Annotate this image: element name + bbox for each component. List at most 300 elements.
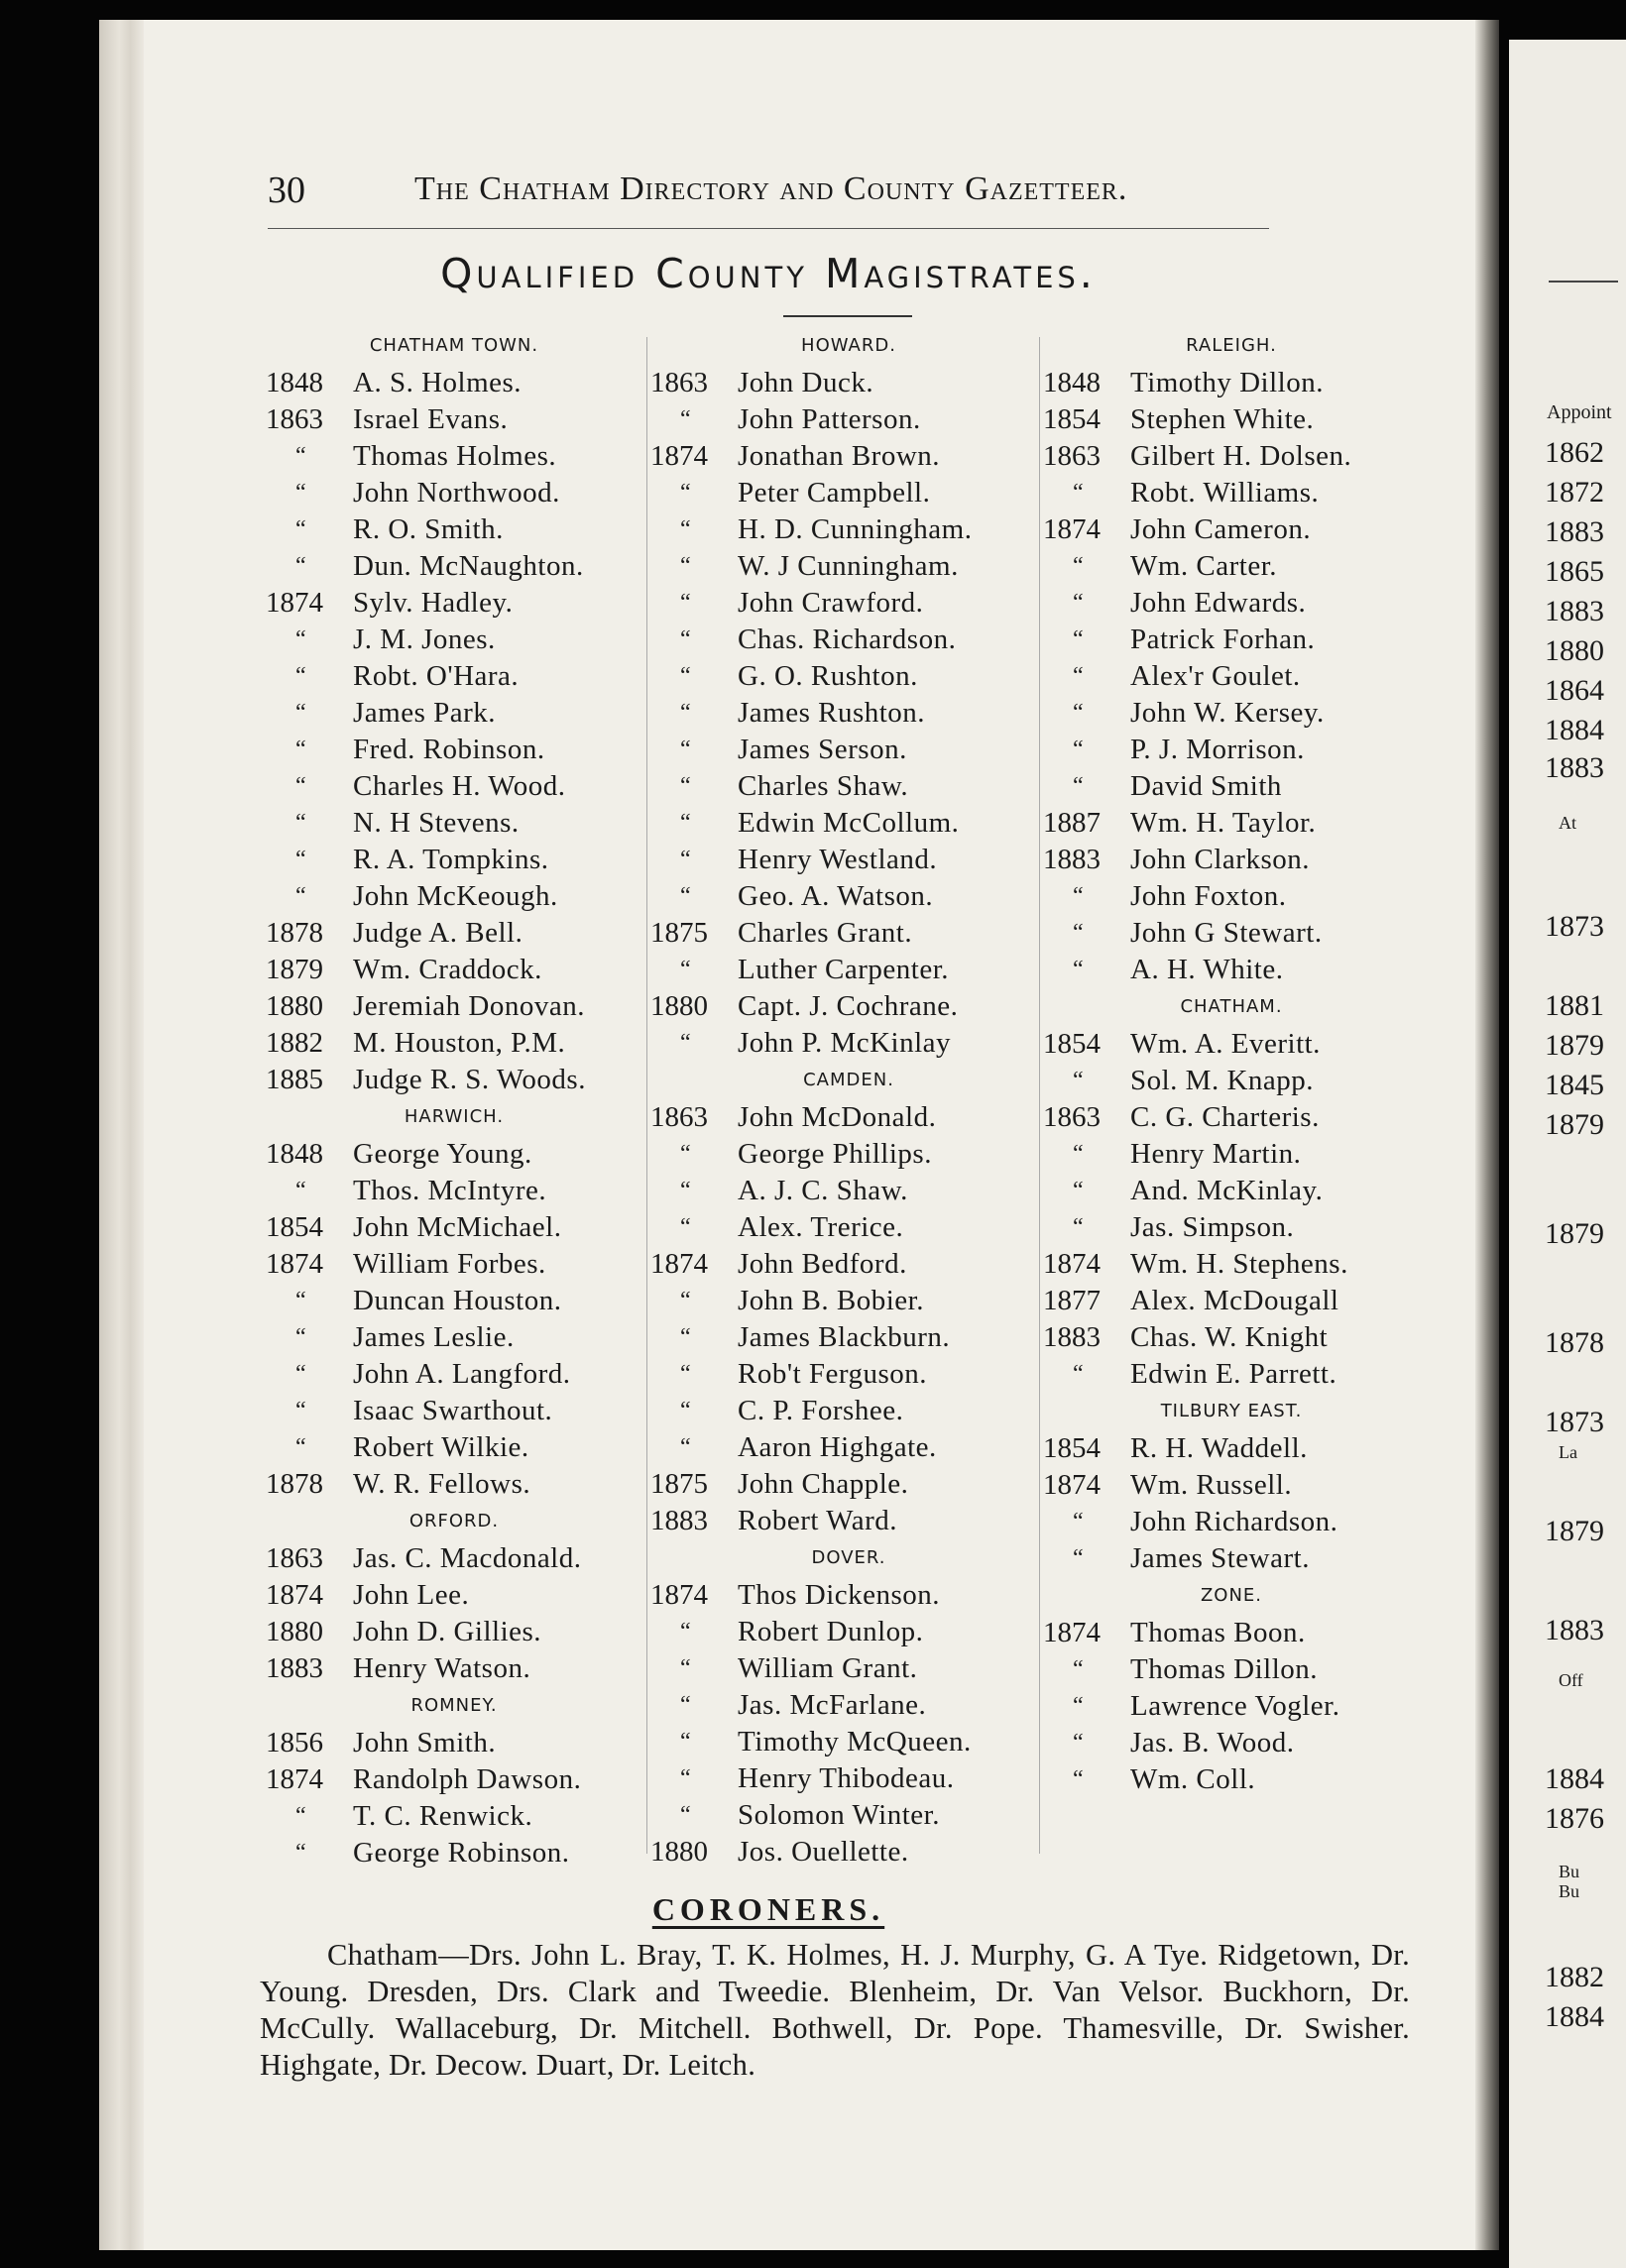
appointment-year: “	[1073, 1178, 1084, 1203]
section-heading: HOWARD.	[801, 335, 896, 356]
magistrate-entry	[1043, 695, 1420, 732]
section-heading: RALEIGH.	[1186, 335, 1277, 356]
appointment-year: “	[680, 480, 691, 506]
magistrate-name: Alex. Trerice.	[738, 1211, 904, 1243]
appointment-year: “	[680, 1765, 691, 1791]
magistrate-name: J. M. Jones.	[353, 624, 496, 655]
magistrate-entry	[1043, 1467, 1420, 1504]
magistrate-name: G. O. Rushton.	[738, 660, 918, 692]
magistrate-name: T. C. Renwick.	[353, 1800, 533, 1832]
appointment-year: 1874	[650, 1248, 708, 1280]
magistrate-entry	[650, 585, 1047, 622]
appointment-year: “	[680, 1692, 691, 1718]
magistrate-name: Edwin McCollum.	[738, 807, 960, 839]
book-spine	[99, 20, 144, 2250]
magistrate-entry	[1043, 365, 1420, 401]
magistrate-entry	[266, 1246, 642, 1283]
magistrate-name: Judge R. S. Woods.	[353, 1064, 586, 1095]
appointment-year: “	[1073, 1693, 1084, 1719]
magistrate-name: Dun. McNaughton.	[353, 550, 584, 582]
magistrate-name: John G Stewart.	[1130, 917, 1323, 949]
magistrate-entry	[650, 952, 1047, 988]
magistrate-entry	[266, 585, 642, 622]
magistrate-entry	[266, 511, 642, 548]
magistrates-column-2	[650, 327, 1047, 1871]
appointment-year: “	[1073, 1068, 1084, 1093]
magistrate-name: Duncan Houston.	[353, 1285, 562, 1316]
magistrate-entry	[1043, 401, 1420, 438]
magistrate-name: P. J. Morrison.	[1130, 734, 1305, 765]
facing-page-year: 1882	[1545, 1961, 1604, 1993]
magistrate-name: Lawrence Vogler.	[1130, 1690, 1340, 1722]
appointment-year: “	[295, 626, 306, 652]
magistrate-entry	[650, 732, 1047, 768]
appointment-year: 1854	[1043, 1432, 1101, 1464]
magistrate-entry	[650, 658, 1047, 695]
magistrate-name: Alex'r Goulet.	[1130, 660, 1301, 692]
coroners-heading: CORONERS.	[651, 1891, 885, 1927]
section-heading: ZONE.	[1200, 1585, 1263, 1606]
magistrate-entry	[650, 1209, 1047, 1246]
appointment-year: 1863	[266, 403, 323, 435]
magistrate-entry	[650, 915, 1047, 952]
magistrate-name: Henry Thibodeau.	[738, 1762, 955, 1794]
magistrates-column-1	[266, 327, 642, 1871]
magistrate-entry	[1043, 1173, 1420, 1209]
appointment-year: “	[1073, 480, 1084, 506]
magistrate-name: Judge A. Bell.	[353, 917, 523, 949]
facing-page-year: 1884	[1545, 1762, 1604, 1795]
magistrate-name: James Blackburn.	[738, 1321, 951, 1353]
appointment-year: 1883	[1043, 1321, 1101, 1353]
magistrate-name: Wm. Carter.	[1130, 550, 1278, 582]
appointment-year: “	[1073, 1656, 1084, 1682]
magistrate-entry	[650, 1393, 1047, 1429]
magistrate-entry	[650, 878, 1047, 915]
facing-page-year: 1879	[1545, 1108, 1604, 1141]
magistrate-entry	[1043, 438, 1420, 475]
appointment-year: “	[1073, 957, 1084, 982]
magistrate-entry	[650, 1173, 1047, 1209]
magistrate-entry	[266, 1650, 642, 1687]
appointment-year: “	[295, 443, 306, 469]
appointment-year: “	[1073, 1545, 1084, 1571]
magistrate-entry	[1043, 511, 1420, 548]
appointment-year: “	[680, 1288, 691, 1313]
appointment-year: “	[295, 1398, 306, 1423]
magistrate-entry	[650, 475, 1047, 511]
appointment-year: 1880	[650, 990, 708, 1022]
appointment-year: 1854	[266, 1211, 323, 1243]
magistrate-name: Charles Shaw.	[738, 770, 909, 802]
appointment-year: 1883	[1043, 844, 1101, 875]
magistrate-name: Charles H. Wood.	[353, 770, 566, 802]
appointment-year: “	[295, 810, 306, 836]
magistrate-name: William Forbes.	[353, 1248, 546, 1280]
facing-page-year: 1872	[1545, 476, 1604, 509]
magistrate-entry	[266, 438, 642, 475]
magistrate-name: John Clarkson.	[1130, 844, 1310, 875]
column-separator	[1039, 337, 1040, 1854]
facing-page-year: 1879	[1545, 1029, 1604, 1062]
header-rule	[268, 228, 1269, 229]
appointment-year: “	[1073, 737, 1084, 762]
appointment-year: 1848	[266, 367, 323, 398]
magistrate-name: George Young.	[353, 1138, 532, 1170]
magistrate-name: John P. McKinlay	[738, 1027, 952, 1059]
section-heading: HARWICH.	[404, 1106, 505, 1127]
appointment-year: “	[680, 663, 691, 689]
magistrate-entry	[266, 1062, 642, 1098]
magistrate-entry	[1043, 585, 1420, 622]
facing-page-year: 1881	[1545, 989, 1604, 1022]
appointment-year: 1874	[1043, 1469, 1101, 1501]
section-heading: ORFORD.	[408, 1511, 500, 1531]
magistrate-name: Timothy McQueen.	[738, 1726, 972, 1758]
magistrate-name: Henry Westland.	[738, 844, 938, 875]
appointment-year: “	[680, 1802, 691, 1828]
appointment-year: “	[680, 1398, 691, 1423]
magistrate-name: Isaac Swarthout.	[353, 1395, 553, 1426]
section-heading: ROMNEY.	[410, 1695, 498, 1716]
magistrate-entry	[266, 401, 642, 438]
magistrates-column-3	[1043, 327, 1420, 1798]
magistrate-entry	[650, 1650, 1047, 1687]
appointment-year: “	[1073, 626, 1084, 652]
magistrate-entry	[1043, 1026, 1420, 1063]
magistrate-entry	[650, 1614, 1047, 1650]
appointment-year: “	[680, 1434, 691, 1460]
magistrate-name: John A. Langford.	[353, 1358, 571, 1390]
appointment-year: “	[680, 737, 691, 762]
magistrate-entry	[650, 548, 1047, 585]
magistrate-entry	[650, 1466, 1047, 1503]
magistrate-name: Henry Watson.	[353, 1652, 531, 1684]
running-title: The Chatham Directory and County Gazetteer.	[414, 170, 1128, 207]
magistrate-entry	[266, 548, 642, 585]
appointment-year: 1856	[266, 1727, 323, 1758]
facing-page-note: Bu	[1559, 1862, 1580, 1881]
magistrate-entry	[266, 622, 642, 658]
appointment-year: “	[1073, 1509, 1084, 1534]
magistrate-name: Wm. A. Everitt.	[1130, 1028, 1321, 1060]
appointment-year: “	[680, 1729, 691, 1755]
facing-page-year: 1883	[1545, 1614, 1604, 1646]
magistrate-name: James Leslie.	[353, 1321, 515, 1353]
magistrate-name: John Chapple.	[738, 1468, 909, 1500]
magistrate-name: Wm. Craddock.	[353, 954, 542, 985]
magistrate-name: John Crawford.	[738, 587, 924, 619]
magistrate-entry	[266, 1577, 642, 1614]
appointment-year: “	[680, 1655, 691, 1681]
appointment-year: “	[680, 847, 691, 872]
appointment-year: “	[295, 1288, 306, 1313]
magistrate-entry	[1043, 475, 1420, 511]
appointment-year: “	[1073, 663, 1084, 689]
magistrate-name: Solomon Winter.	[738, 1799, 940, 1831]
magistrate-name: Wm. Russell.	[1130, 1469, 1293, 1501]
magistrate-name: Jos. Ouellette.	[738, 1836, 909, 1868]
magistrate-entry	[266, 878, 642, 915]
magistrate-entry	[266, 475, 642, 511]
magistrate-name: R. O. Smith.	[353, 513, 504, 545]
magistrate-entry	[1043, 1319, 1420, 1356]
magistrate-name: W. J Cunningham.	[738, 550, 959, 582]
magistrate-name: Sol. M. Knapp.	[1130, 1065, 1315, 1096]
section-heading: CHATHAM.	[1180, 996, 1283, 1017]
magistrate-entry	[1043, 768, 1420, 805]
appointment-year: “	[1073, 1214, 1084, 1240]
appointment-year: “	[1073, 553, 1084, 579]
magistrate-entry	[266, 1356, 642, 1393]
magistrate-name: Wm. Coll.	[1130, 1763, 1256, 1795]
magistrate-entry	[1043, 842, 1420, 878]
magistrate-entry	[1043, 1099, 1420, 1136]
appointment-year: “	[295, 1361, 306, 1387]
appointment-year: “	[1073, 773, 1084, 799]
magistrate-entry	[266, 1209, 642, 1246]
section-heading: TILBURY EAST.	[1160, 1401, 1303, 1421]
magistrate-name: Capt. J. Cochrane.	[738, 990, 959, 1022]
magistrate-entry	[650, 1760, 1047, 1797]
magistrate-name: George Phillips.	[738, 1138, 932, 1170]
appointment-year: 1863	[1043, 1101, 1101, 1133]
appointment-year: 1880	[650, 1836, 708, 1868]
appointment-year: “	[1073, 700, 1084, 726]
appointment-year: 1874	[266, 1763, 323, 1795]
magistrate-entry	[1043, 1430, 1420, 1467]
appointment-year: “	[1073, 1361, 1084, 1387]
appointment-year: 1880	[266, 990, 323, 1022]
appointment-year: “	[680, 553, 691, 579]
magistrate-entry	[1043, 548, 1420, 585]
magistrate-entry	[650, 1246, 1047, 1283]
appointment-year: 1863	[266, 1542, 323, 1574]
magistrate-entry	[266, 1025, 642, 1062]
magistrate-name: Robert Ward.	[738, 1505, 897, 1536]
magistrate-entry	[266, 1466, 642, 1503]
facing-page-year: 1883	[1545, 595, 1604, 627]
magistrate-name: Rob't Ferguson.	[738, 1358, 928, 1390]
appointment-year: “	[295, 553, 306, 579]
magistrate-entry	[1043, 732, 1420, 768]
magistrate-name: John McKeough.	[353, 880, 558, 912]
magistrate-name: Jeremiah Donovan.	[353, 990, 585, 1022]
appointment-year: “	[1073, 920, 1084, 946]
magistrate-entry	[1043, 622, 1420, 658]
appointment-year: “	[680, 957, 691, 982]
magistrate-name: William Grant.	[738, 1652, 918, 1684]
magistrate-entry	[266, 915, 642, 952]
magistrate-name: Timothy Dillon.	[1130, 367, 1324, 398]
appointment-year: 1848	[1043, 367, 1101, 398]
magistrate-name: James Rushton.	[738, 697, 926, 729]
appointment-year: 1875	[650, 917, 708, 949]
magistrate-name: John Foxton.	[1130, 880, 1287, 912]
appointment-year: “	[680, 590, 691, 616]
page-gutter-shadow	[1475, 20, 1499, 2250]
magistrate-name: James Park.	[353, 697, 497, 729]
appointment-year: 1879	[266, 954, 323, 985]
appointment-year: “	[295, 480, 306, 506]
page-number: 30	[268, 170, 305, 211]
magistrate-name: Jas. McFarlane.	[738, 1689, 927, 1721]
magistrate-entry	[1043, 1136, 1420, 1173]
magistrate-entry	[266, 1798, 642, 1835]
magistrate-name: Thomas Dillon.	[1130, 1653, 1319, 1685]
magistrate-entry	[266, 805, 642, 842]
magistrate-name: George Robinson.	[353, 1837, 570, 1869]
magistrate-name: Wm. H. Taylor.	[1130, 807, 1317, 839]
appointment-year: “	[680, 883, 691, 909]
magistrate-entry	[266, 1761, 642, 1798]
appointment-year: “	[680, 1361, 691, 1387]
facing-page-year: 1883	[1545, 515, 1604, 548]
appointment-year: “	[295, 737, 306, 762]
magistrate-name: Robt. Williams.	[1130, 477, 1320, 509]
appointment-year: 1882	[266, 1027, 323, 1059]
appointment-year: 1874	[650, 1579, 708, 1611]
appointment-year: 1863	[650, 1101, 708, 1133]
magistrate-name: H. D. Cunningham.	[738, 513, 973, 545]
magistrate-entry	[1043, 1540, 1420, 1577]
magistrate-entry	[650, 842, 1047, 878]
magistrate-name: Aaron Highgate.	[738, 1431, 937, 1463]
magistrate-name: Luther Carpenter.	[738, 954, 950, 985]
appointment-year: “	[295, 1434, 306, 1460]
appointment-year: “	[1073, 1730, 1084, 1756]
magistrate-entry	[650, 1319, 1047, 1356]
magistrate-entry	[650, 511, 1047, 548]
magistrate-name: Thos Dickenson.	[738, 1579, 941, 1611]
magistrate-entry	[1043, 1209, 1420, 1246]
appointment-year: “	[680, 626, 691, 652]
magistrate-entry	[1043, 878, 1420, 915]
appointment-year: 1874	[1043, 1617, 1101, 1648]
magistrate-entry	[266, 1136, 642, 1173]
magistrate-name: M. Houston, P.M.	[353, 1027, 566, 1059]
magistrate-entry	[650, 1503, 1047, 1539]
appointment-year: 1848	[266, 1138, 323, 1170]
appointment-year: “	[295, 1803, 306, 1829]
magistrate-entry	[266, 1173, 642, 1209]
appointment-year: 1874	[266, 587, 323, 619]
magistrate-name: Israel Evans.	[353, 403, 509, 435]
appointment-year: “	[295, 1324, 306, 1350]
appointment-year: “	[1073, 1141, 1084, 1167]
magistrate-name: Randolph Dawson.	[353, 1763, 582, 1795]
appointment-year: “	[295, 883, 306, 909]
magistrate-name: Thomas Holmes.	[353, 440, 557, 472]
magistrate-entry	[1043, 805, 1420, 842]
magistrate-entry	[650, 1136, 1047, 1173]
magistrate-entry	[266, 1319, 642, 1356]
magistrate-name: John Edwards.	[1130, 587, 1307, 619]
magistrate-name: John McDonald.	[738, 1101, 937, 1133]
magistrate-name: Fred. Robinson.	[353, 734, 545, 765]
magistrate-name: A. S. Holmes.	[353, 367, 523, 398]
magistrate-name: Jonathan Brown.	[738, 440, 941, 472]
appointment-year: 1874	[1043, 513, 1101, 545]
page-title: Qualified County Magistrates.	[440, 250, 1097, 297]
magistrate-name: Geo. A. Watson.	[738, 880, 934, 912]
appointment-year: “	[680, 1141, 691, 1167]
appointment-year: “	[295, 700, 306, 726]
appointment-year: “	[680, 1214, 691, 1240]
section-heading: DOVER.	[811, 1547, 886, 1568]
magistrate-name: C. G. Charteris.	[1130, 1101, 1320, 1133]
appointment-year: 1863	[650, 367, 708, 398]
appointment-year: “	[295, 773, 306, 799]
appointment-year: 1878	[266, 1468, 323, 1500]
magistrate-entry	[266, 842, 642, 878]
coroners-paragraph: Chatham—Drs. John L. Bray, T. K. Holmes, H. J. Murphy, G. A Tye. Ridgetown, Dr. Young. Dresden, Drs. Clark and Tweedie. Blenheim, Dr. Van Velsor. Buckhorn, Dr. McCully. Wallaceburg, Dr. Mitchell. Bothwell, Dr. Pope. Thamesville, Dr. Swisher. Highgate, Dr. Decow. Duart, Dr. Leitch.	[260, 1938, 1410, 2082]
magistrate-entry	[266, 365, 642, 401]
magistrate-name: John B. Bobier.	[738, 1285, 924, 1316]
facing-page-note: Bu	[1559, 1881, 1580, 1901]
magistrate-name: Thos. McIntyre.	[353, 1175, 547, 1206]
appointment-year: 1874	[1043, 1248, 1101, 1280]
magistrate-name: Chas. Richardson.	[738, 624, 957, 655]
appointment-year: 1880	[266, 1616, 323, 1647]
appointment-year: “	[295, 1840, 306, 1866]
magistrate-name: A. H. White.	[1130, 954, 1284, 985]
magistrate-entry	[650, 1429, 1047, 1466]
magistrate-entry	[266, 988, 642, 1025]
appointment-year: “	[295, 1178, 306, 1203]
magistrate-name: John Patterson.	[738, 403, 921, 435]
facing-page-year: 1864	[1545, 674, 1604, 707]
section-heading: CHATHAM TOWN.	[369, 335, 539, 356]
magistrate-entry	[650, 365, 1047, 401]
magistrate-name: R. A. Tompkins.	[353, 844, 549, 875]
magistrate-name: Jas. C. Macdonald.	[353, 1542, 582, 1574]
appointment-year: 1874	[266, 1579, 323, 1611]
appointment-year: “	[680, 1324, 691, 1350]
magistrate-name: James Serson.	[738, 734, 907, 765]
magistrate-entry	[266, 1283, 642, 1319]
facing-page-note: At	[1559, 813, 1576, 833]
magistrate-name: W. R. Fellows.	[353, 1468, 531, 1500]
appointment-year: 1874	[266, 1248, 323, 1280]
facing-page-year: 1880	[1545, 634, 1604, 667]
appointment-year: 1874	[650, 440, 708, 472]
appointment-year: 1878	[266, 917, 323, 949]
magistrate-entry	[1043, 1356, 1420, 1393]
magistrate-entry	[1043, 1615, 1420, 1651]
magistrate-entry	[650, 1356, 1047, 1393]
magistrate-entry	[650, 438, 1047, 475]
magistrate-entry	[1043, 915, 1420, 952]
magistrate-name: Robt. O'Hara.	[353, 660, 520, 692]
magistrate-name: John McMichael.	[353, 1211, 562, 1243]
magistrate-name: John Cameron.	[1130, 513, 1312, 545]
facing-page-appoint-label: Appoint	[1547, 401, 1612, 423]
magistrate-name: John Lee.	[353, 1579, 470, 1611]
magistrate-entry	[650, 695, 1047, 732]
magistrate-name: Henry Martin.	[1130, 1138, 1302, 1170]
facing-page-year: 1879	[1545, 1515, 1604, 1547]
facing-page-edge	[1509, 40, 1626, 2268]
magistrate-name: John Duck.	[738, 367, 874, 398]
magistrate-name: Chas. W. Knight	[1130, 1321, 1329, 1353]
appointment-year: “	[295, 516, 306, 542]
appointment-year: “	[1073, 590, 1084, 616]
magistrate-entry	[650, 1724, 1047, 1760]
facing-page-year: 1865	[1545, 555, 1604, 588]
appointment-year: “	[680, 1030, 691, 1056]
appointment-year: 1877	[1043, 1285, 1101, 1316]
